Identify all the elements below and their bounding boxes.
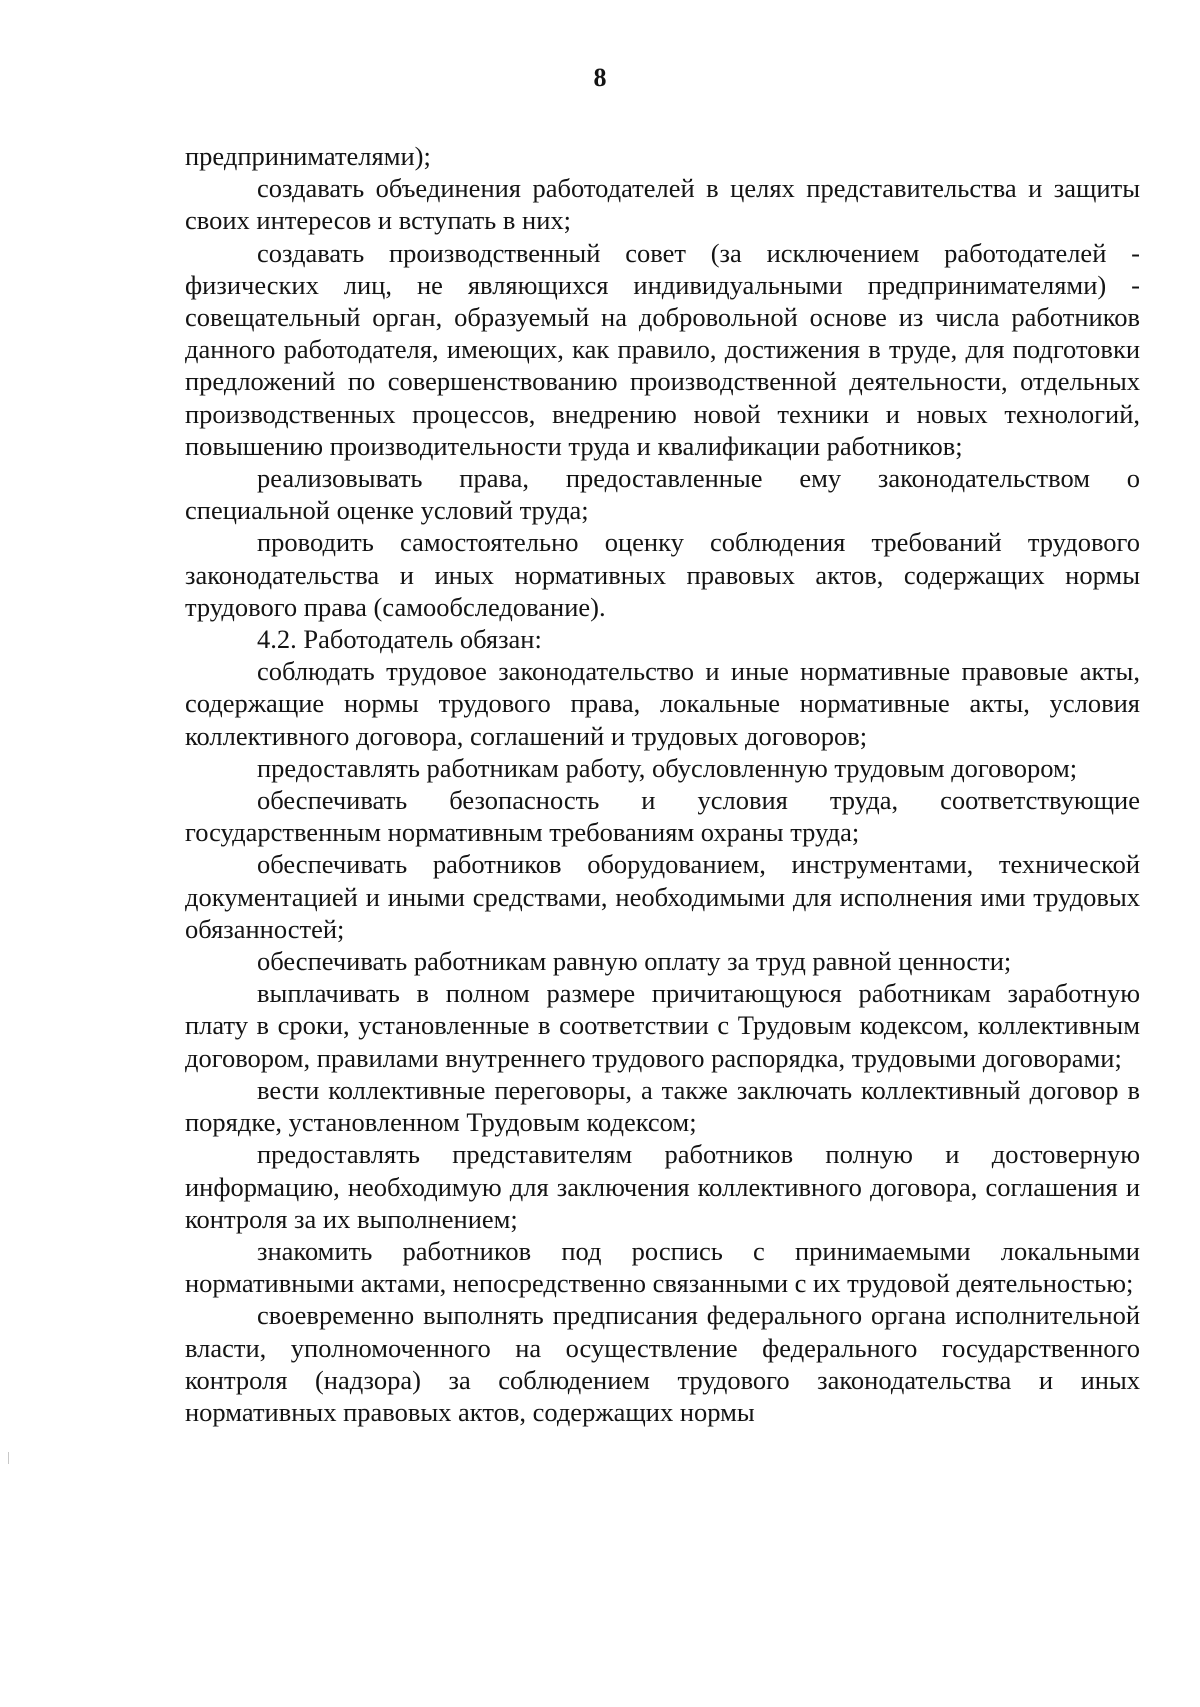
paragraph-wages: выплачивать в полном размере причитающуюся работникам заработную плату в сроки, установленные в соответствии с Трудовым кодексом, коллективным договором, правилами внутреннего трудового распорядка, трудовыми договорами;	[185, 978, 1140, 1073]
paragraph-self-inspection: проводить самостоятельно оценку соблюдения требований трудового законодательства и иных нормативных правовых актов, содержащих нормы трудового права (самообследование).	[185, 527, 1140, 622]
paragraph-comply-legislation: соблюдать трудовое законодательство и иные нормативные правовые акты, содержащие нормы трудового права, локальные нормативные акты, условия коллективного договора, соглашений и трудовых договоров;	[185, 656, 1140, 751]
paragraph-equipment: обеспечивать работников оборудованием, инструментами, технической документацией и иными средствами, необходимыми для исполнения ими трудовых обязанностей;	[185, 849, 1140, 944]
paragraph-safety: обеспечивать безопасность и условия труда, соответствующие государственным нормативным требованиям охраны труда;	[185, 785, 1140, 848]
paragraph-familiarize: знакомить работников под роспись с принимаемыми локальными нормативными актами, непосредственно связанными с их трудовой деятельностью;	[185, 1235, 1140, 1299]
paragraph-information: предоставлять представителям работников полную и достоверную информацию, необходимую для заключения коллективного договора, соглашения и контроля за их выполнением;	[185, 1139, 1140, 1234]
paragraph-employer-associations: создавать объединения работодателей в целях представительства и защиты своих интересов и вступать в них;	[185, 173, 1140, 236]
paragraph-production-council: создавать производственный совет (за исключением работодателей - физических лиц, не являющихся индивидуальными предпринимателями) - совещательный орган, образуемый на добровольной основе из числа работников данного работодателя, имеющих, как правило, достижения в труде, для подготовки предложений по совершенствованию производственной деятельности, отдельных производственных процессов, внедрению новой техники и новых технологий, повышению производительности труда и квалификации работников;	[185, 237, 1140, 461]
paragraph-collective-bargaining: вести коллективные переговоры, а также заключать коллективный договор в порядке, установленном Трудовым кодексом;	[185, 1074, 1140, 1138]
paragraph-provide-work: предоставлять работникам работу, обусловленную трудовым договором;	[257, 752, 1078, 783]
paragraph-continuation: предпринимателями);	[185, 141, 431, 171]
scan-margin-mark	[8, 1452, 9, 1464]
paragraph-prescriptions: своевременно выполнять предписания федерального органа исполнительной власти, уполномоченного на осуществление федерального государственного контроля (надзора) за соблюдением трудового законодательства и иных нормативных правовых актов, содержащих нормы	[185, 1300, 1140, 1427]
document-body	[185, 140, 1140, 1428]
section-heading-4-2: 4.2. Работодатель обязан:	[257, 624, 542, 655]
paragraph-special-assessment: реализовывать права, предоставленные ему законодательством о специальной оценке условий труда;	[185, 463, 1140, 526]
paragraph-equal-pay: обеспечивать работникам равную оплату за труд равной ценности;	[257, 946, 1012, 977]
page-number: 8	[593, 63, 607, 92]
